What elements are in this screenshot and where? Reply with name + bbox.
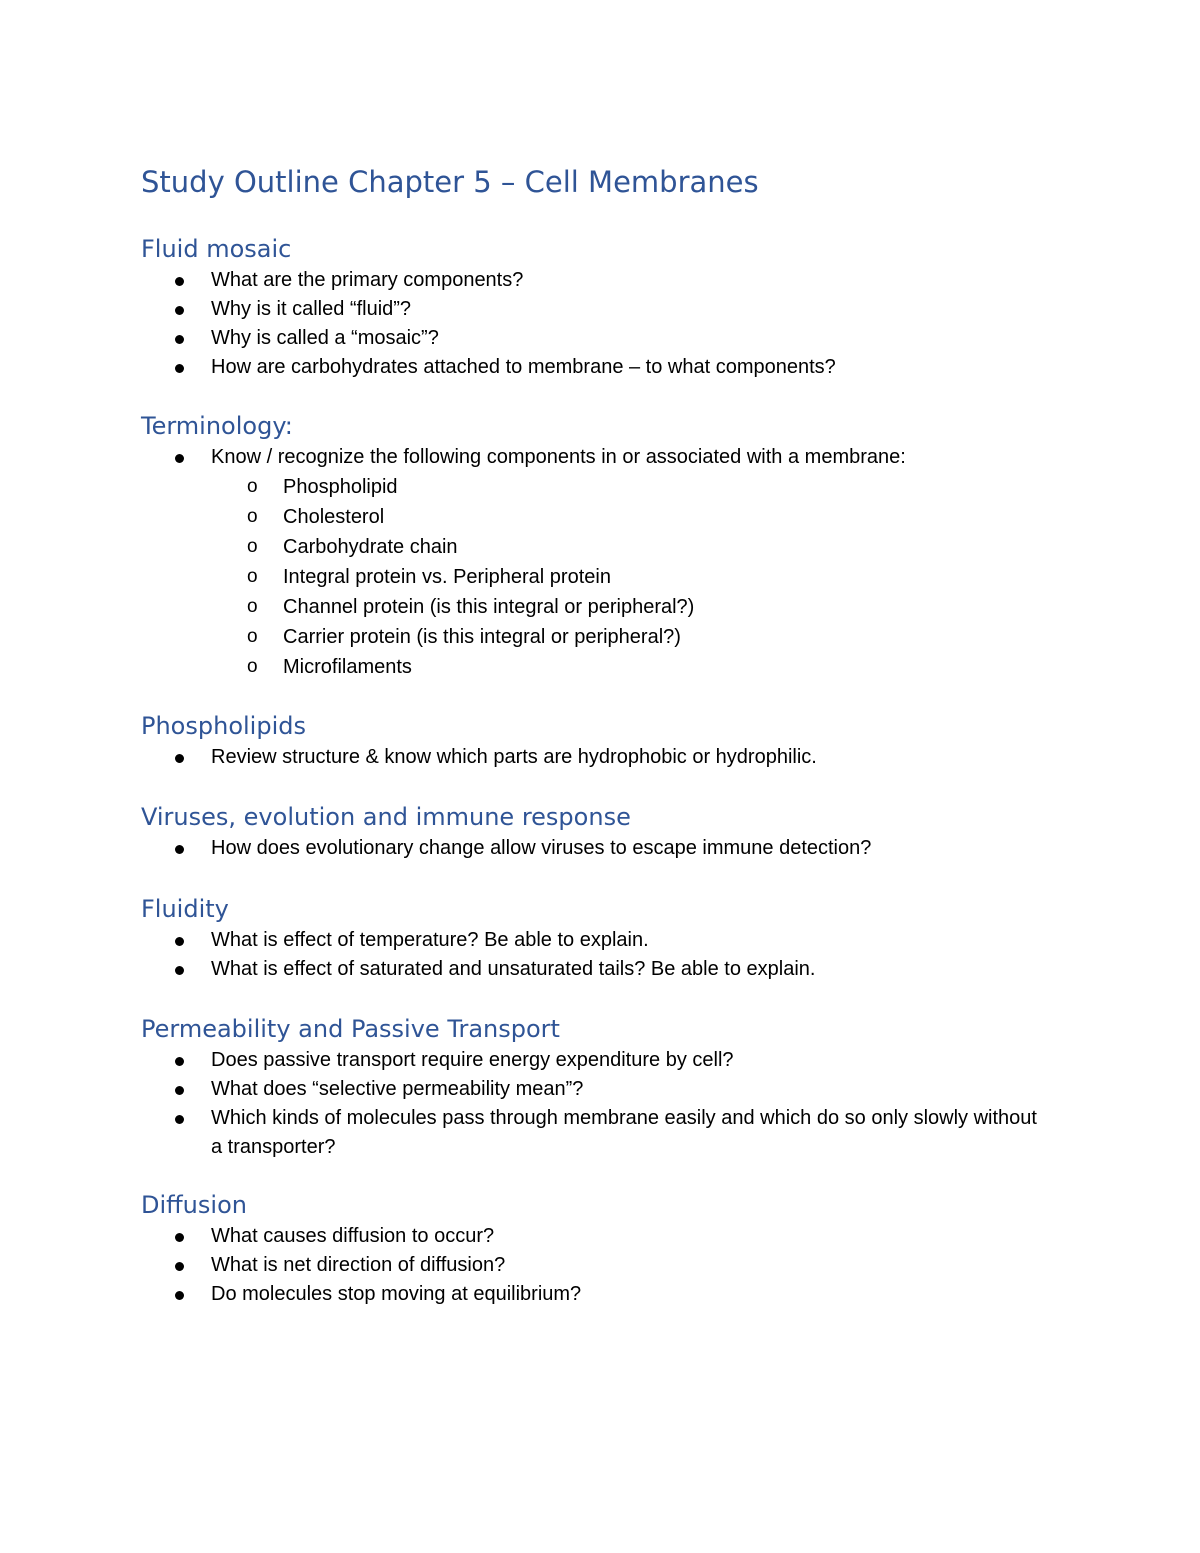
list-item-text: Why is it called “fluid”? — [211, 298, 412, 320]
sub-list-item-text: Phospholipid — [283, 476, 398, 498]
bullet-dot-icon — [175, 834, 187, 863]
section-heading: Terminology: — [141, 412, 293, 440]
list-item-text: What is effect of saturated and unsaturated tails? Be able to explain. — [211, 958, 816, 980]
bullet-dot-icon — [175, 1280, 187, 1309]
circle-bullet-icon: o — [247, 566, 258, 587]
bullet-dot-icon — [175, 295, 187, 324]
bullet-dot-icon — [175, 955, 187, 984]
sub-list-item-text: Channel protein (is this integral or peripheral?) — [283, 596, 695, 618]
list-item-text: What is net direction of diffusion? — [211, 1254, 506, 1276]
list-item-text: What does “selective permeability mean”? — [211, 1078, 584, 1100]
bullet-dot-icon — [175, 1075, 187, 1104]
bullet-dot-icon — [175, 324, 187, 353]
list-item-text: What causes diffusion to occur? — [211, 1225, 495, 1247]
bullet-dot-icon — [175, 743, 187, 772]
page-title: Study Outline Chapter 5 – Cell Membranes — [141, 165, 759, 199]
circle-bullet-icon: o — [247, 506, 258, 527]
section-heading: Fluid mosaic — [141, 235, 292, 263]
section-heading: Phospholipids — [141, 712, 306, 740]
bullet-dot-icon — [175, 926, 187, 955]
circle-bullet-icon: o — [247, 626, 258, 647]
list-item-text: What are the primary components? — [211, 269, 524, 291]
section-heading: Viruses, evolution and immune response — [141, 803, 631, 831]
circle-bullet-icon: o — [247, 596, 258, 617]
sub-list-item-text: Carrier protein (is this integral or peripheral?) — [283, 626, 681, 648]
section-heading: Diffusion — [141, 1191, 247, 1219]
bullet-dot-icon — [175, 443, 187, 472]
sub-list-item-text: Integral protein vs. Peripheral protein — [283, 566, 611, 588]
list-item-text: Why is called a “mosaic”? — [211, 327, 439, 349]
section-heading: Fluidity — [141, 895, 229, 923]
sub-list-item-text: Microfilaments — [283, 656, 412, 678]
list-item-text: Review structure & know which parts are hydrophobic or hydrophilic. — [211, 746, 817, 768]
list-item-text: How does evolutionary change allow viruses to escape immune detection? — [211, 837, 872, 859]
bullet-dot-icon — [175, 353, 187, 382]
bullet-dot-icon — [175, 1046, 187, 1075]
list-item-text: Does passive transport require energy expenditure by cell? — [211, 1049, 734, 1071]
circle-bullet-icon: o — [247, 656, 258, 677]
circle-bullet-icon: o — [247, 476, 258, 497]
list-item-text: Know / recognize the following components in or associated with a membrane: — [211, 446, 906, 468]
bullet-dot-icon — [175, 1222, 187, 1251]
circle-bullet-icon: o — [247, 536, 258, 557]
list-item-text: Do molecules stop moving at equilibrium? — [211, 1283, 582, 1305]
sub-list-item-text: Carbohydrate chain — [283, 536, 458, 558]
list-item-text: What is effect of temperature? Be able to explain. — [211, 929, 649, 951]
list-item-text: Which kinds of molecules pass through membrane easily and which do so only slowly without a transporter? — [211, 1107, 1037, 1158]
bullet-dot-icon — [175, 266, 187, 295]
list-item-text: How are carbohydrates attached to membrane – to what components? — [211, 356, 836, 378]
bullet-dot-icon — [175, 1251, 187, 1280]
bullet-dot-icon — [175, 1104, 187, 1133]
section-heading: Permeability and Passive Transport — [141, 1015, 560, 1043]
sub-list-item-text: Cholesterol — [283, 506, 385, 528]
